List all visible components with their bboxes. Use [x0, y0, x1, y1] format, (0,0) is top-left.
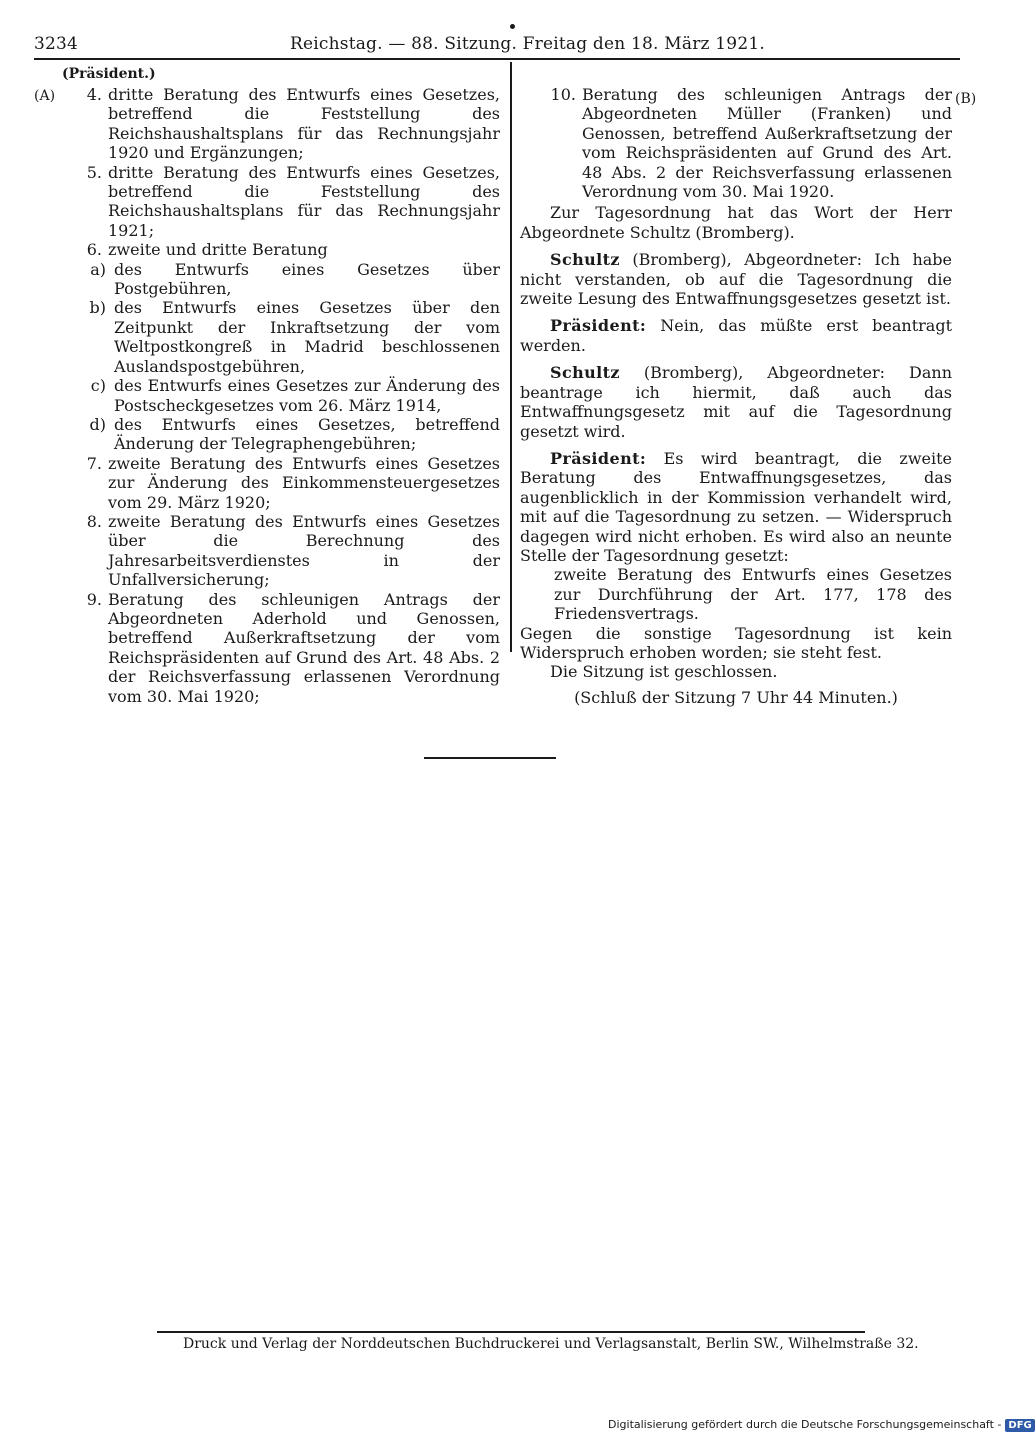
left-column [78, 85, 500, 706]
agenda-item-text: zweite und dritte Beratung [108, 240, 328, 260]
page-header-title: Reichstag. — 88. Sitzung. Freitag den 18. März 1921. [290, 34, 765, 54]
agenda-item-text: Beratung des schleunigen Antrags der Abgeordneten Müller (Franken) und Genossen, betreffend Außerkraftsetzung der vom Reichspräsidenten auf Grund des Art. 48 Abs. 2 der Reichsverfassung erlassenen Verordnung vom 30. Mai 1920. [582, 85, 952, 202]
speech-text: Es wird beantragt, die zweite Beratung des Entwaffnungsgesetzes, das augenblicklich in der Kommission verhandelt wird, mit auf die Tagesordnung zu setzen. — Widerspruch dagegen wird nicht erhoben. Es wird also an neunte Stelle der Tagesordnung gesetzt: [520, 448, 952, 565]
agenda-item-4 [78, 85, 500, 163]
agenda-subitem-text: des Entwurfs eines Gesetzes über den Zeitpunkt der Inkraftsetzung der vom Weltpostkongreß in Madrid beschlossenen Auslandspostgebühren, [114, 298, 500, 376]
agenda-subitem-b [78, 298, 500, 376]
agenda-item-5 [78, 163, 500, 241]
speaker-name: Präsident: [550, 448, 647, 468]
margin-mark-a: (A) [34, 88, 56, 104]
footer-imprint: Druck und Verlag der Norddeutschen Buchdruckerei und Verlagsanstalt, Berlin SW., Wilhelmstraße 32. [183, 1336, 919, 1352]
agenda-subitem-text: des Entwurfs eines Gesetzes über Postgebühren, [114, 259, 500, 299]
agenda-item-number: 8. [86, 511, 102, 531]
paragraph-speaker-floor: Zur Tagesordnung hat das Wort der Herr Abgeordnete Schultz (Bromberg). [520, 203, 952, 242]
agenda-item-text: dritte Beratung des Entwurfs eines Gesetzes, betreffend die Feststellung des Reichshaushaltsplans für das Rechnungsjahr 1921; [108, 162, 500, 240]
agenda-item-number: 9. [86, 589, 102, 609]
speech-president-1 [520, 316, 952, 355]
agenda-item-text: zweite Beratung des Entwurfs eines Gesetzes zur Änderung des Einkommensteuergesetzes vom 29. März 1920; [108, 453, 500, 512]
dfg-logo-icon: DFG [1005, 1419, 1034, 1432]
agenda-subitem-text: des Entwurfs eines Gesetzes, betreffend Änderung der Telegraphengebühren; [114, 414, 500, 454]
indented-agenda-entry: zweite Beratung des Entwurfs eines Gesetzes zur Durchführung der Art. 177, 178 des Friedensvertrags. [554, 565, 952, 624]
agenda-item-number: 7. [86, 453, 102, 473]
speech-schultz-2 [520, 363, 952, 441]
speaker-label-president: (Präsident.) [62, 66, 156, 82]
agenda-item-number: 5. [86, 162, 102, 182]
speaker-name: Schultz [550, 363, 620, 383]
column-divider [510, 62, 512, 652]
speaker-name: Präsident: [550, 316, 647, 336]
agenda-subitem-c [78, 376, 500, 415]
agenda-item-number: 4. [86, 85, 102, 104]
margin-mark-b: (B) [955, 91, 977, 107]
agenda-item-text: dritte Beratung des Entwurfs eines Gesetzes, betreffend die Feststellung des Reichshaushaltsplans für das Rechnungsjahr 1920 und Ergänzungen; [108, 85, 500, 163]
header-dot [510, 24, 515, 29]
credit-text: Digitalisierung gefördert durch die Deutsche Forschungsgemeinschaft - [608, 1418, 1002, 1431]
header-rule [34, 58, 960, 60]
agenda-item-number: 6. [86, 240, 102, 260]
agenda-item-number: 10. [550, 85, 576, 104]
speech-text: (Bromberg), Abgeordneter: Dann beantrage ich hiermit, daß auch das Entwaffnungsgesetz mit auf die Tagesordnung gesetzt wird. [520, 363, 952, 441]
closing-note: (Schluß der Sitzung 7 Uhr 44 Minuten.) [574, 687, 898, 707]
page-number: 3234 [34, 34, 79, 54]
agenda-subitem-text: des Entwurfs eines Gesetzes zur Änderung des Postscheckgesetzes vom 26. März 1914, [114, 376, 500, 415]
agenda-item-9 [78, 590, 500, 706]
section-separator [424, 757, 556, 759]
agenda-item-10 [520, 85, 952, 201]
agenda-subitem-letter: a) [90, 259, 106, 279]
agenda-subitem-letter: b) [89, 298, 106, 318]
speech-text: (Bromberg), Abgeordneter: Ich habe nicht verstanden, ob auf die Tagesordnung die zweite Lesung des Entwaffnungsgesetzes gesetzt ist. [520, 250, 952, 309]
speaker-name: Schultz [550, 250, 620, 270]
agenda-subitem-letter: d) [89, 414, 106, 434]
paragraph-agenda-fixed: Gegen die sonstige Tagesordnung ist kein Widerspruch erhoben worden; sie steht fest. [520, 623, 952, 662]
footer-rule [157, 1331, 865, 1333]
agenda-item-8 [78, 512, 500, 590]
agenda-subitem-a [78, 260, 500, 299]
agenda-item-6 [78, 240, 500, 259]
paragraph-session-closed: Die Sitzung ist geschlossen. [550, 662, 778, 682]
agenda-subitem-d [78, 415, 500, 454]
agenda-item-text: Beratung des schleunigen Antrags der Abgeordneten Aderhold und Genossen, betreffend Außerkraftsetzung der vom Reichspräsidenten auf Grund des Art. 48 Abs. 2 der Reichsverfassung erlassenen Verordnung vom 30. Mai 1920; [108, 589, 500, 706]
agenda-subitem-letter: c) [90, 376, 106, 396]
agenda-item-7 [78, 454, 500, 512]
digitization-credit [608, 1418, 1035, 1432]
speech-text: Nein, das müßte erst beantragt werden. [520, 316, 952, 355]
speech-president-2 [520, 449, 952, 565]
right-column [520, 85, 952, 707]
agenda-item-text: zweite Beratung des Entwurfs eines Gesetzes über die Berechnung des Jahresarbeitsverdienstes in der Unfallversicherung; [108, 511, 500, 590]
speech-schultz-1 [520, 250, 952, 308]
